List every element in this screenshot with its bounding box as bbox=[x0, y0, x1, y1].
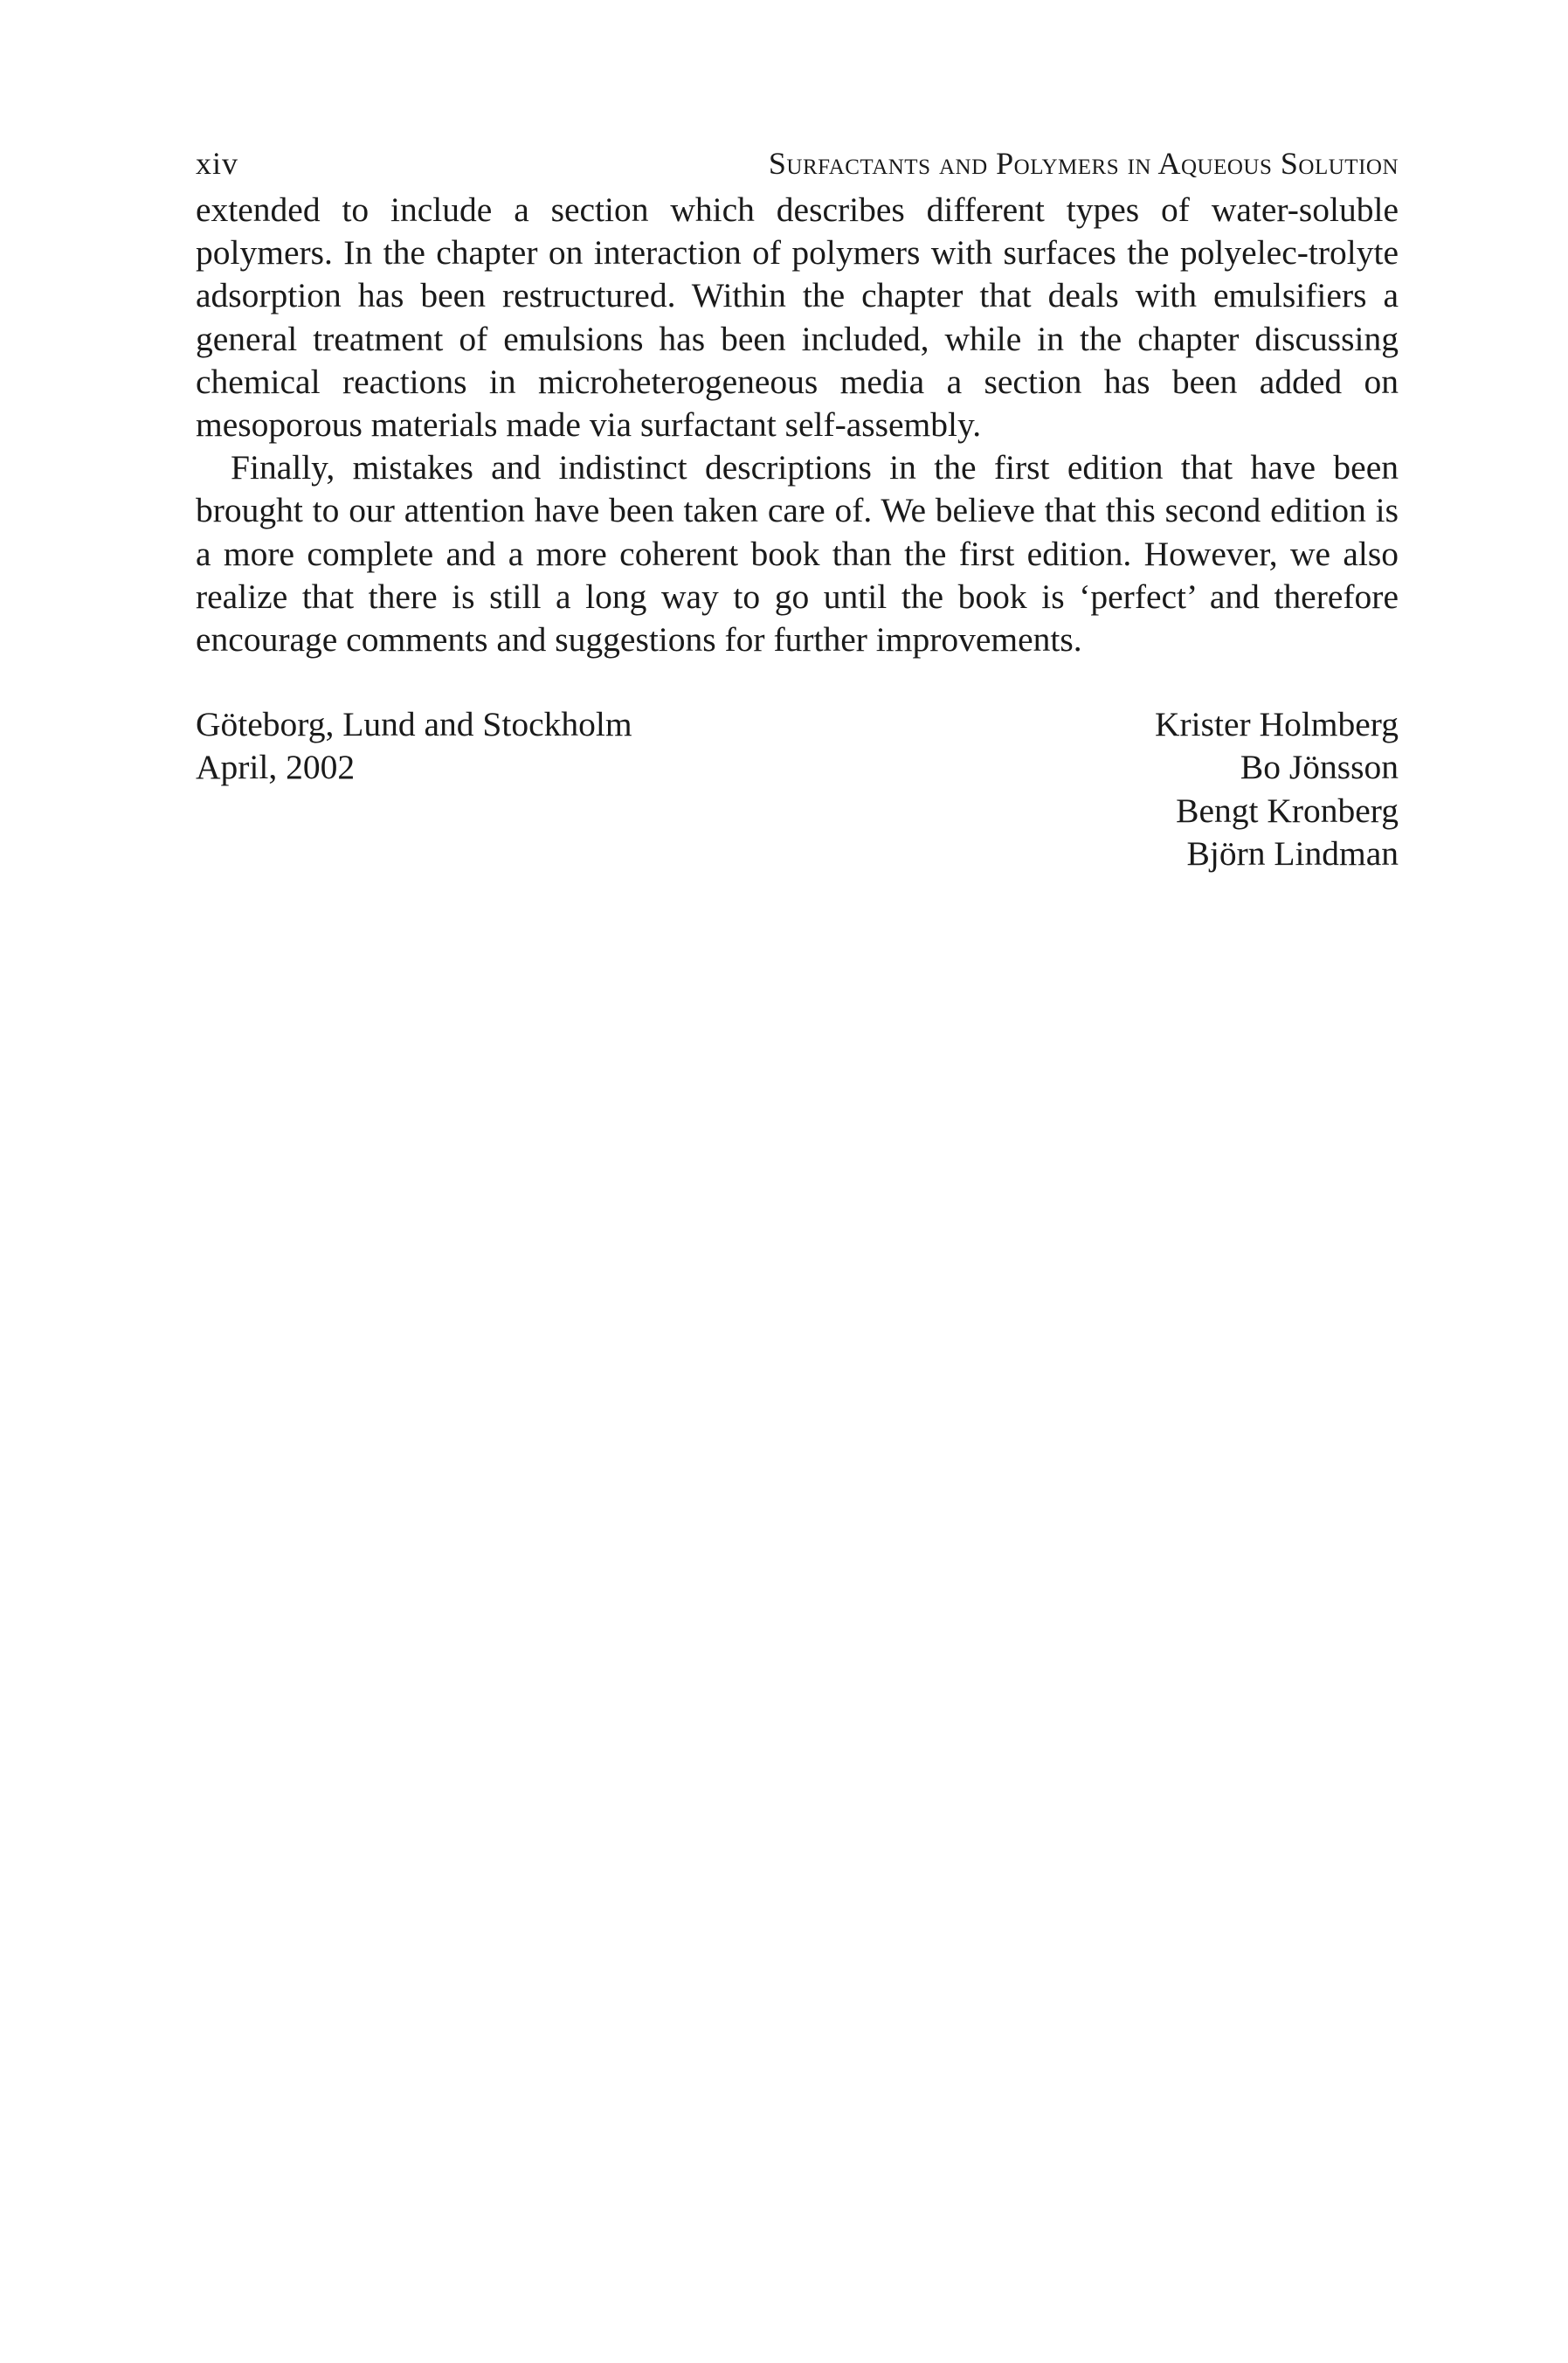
author-name: Björn Lindman bbox=[1186, 833, 1399, 873]
running-title: Surfactants and Polymers in Aqueous Solution bbox=[768, 146, 1399, 181]
author-name: Bo Jönsson bbox=[1240, 748, 1399, 787]
signoff-place: Göteborg, Lund and Stockholm bbox=[196, 705, 632, 744]
page-number: xiv bbox=[196, 146, 239, 181]
signoff-authors bbox=[1155, 703, 1399, 875]
author-name: Bengt Kronberg bbox=[1176, 791, 1399, 830]
paragraph-continued: extended to include a section which describes different types of water-soluble polymers. In the chapter on interaction of polymers with surfaces the polyelec-trolyte adsorption has been restructured. Within the chapter that deals with emulsifiers a general treatment of emulsions has been included, while in the chapter discussing chemical reactions in microheterogeneous media a section has been added on mesoporous materials made via surfactant self-assembly. bbox=[196, 190, 1399, 445]
signoff-place-date bbox=[196, 703, 632, 789]
paragraph-finally: Finally, mistakes and indistinct descriptions in the first edition that have been brought to our attention have been taken care of. We believe that this second edition is a more complete and a more coherent book than the first edition. However, we also realize that there is still a long way to go until the book is ‘perfect’ and therefore encourage comments and suggestions for further improvements. bbox=[196, 448, 1399, 660]
running-head bbox=[196, 140, 1399, 189]
book-page bbox=[196, 140, 1399, 930]
preface-signoff bbox=[196, 703, 1399, 930]
author-name: Krister Holmberg bbox=[1154, 705, 1399, 744]
signoff-date: April, 2002 bbox=[196, 748, 356, 787]
